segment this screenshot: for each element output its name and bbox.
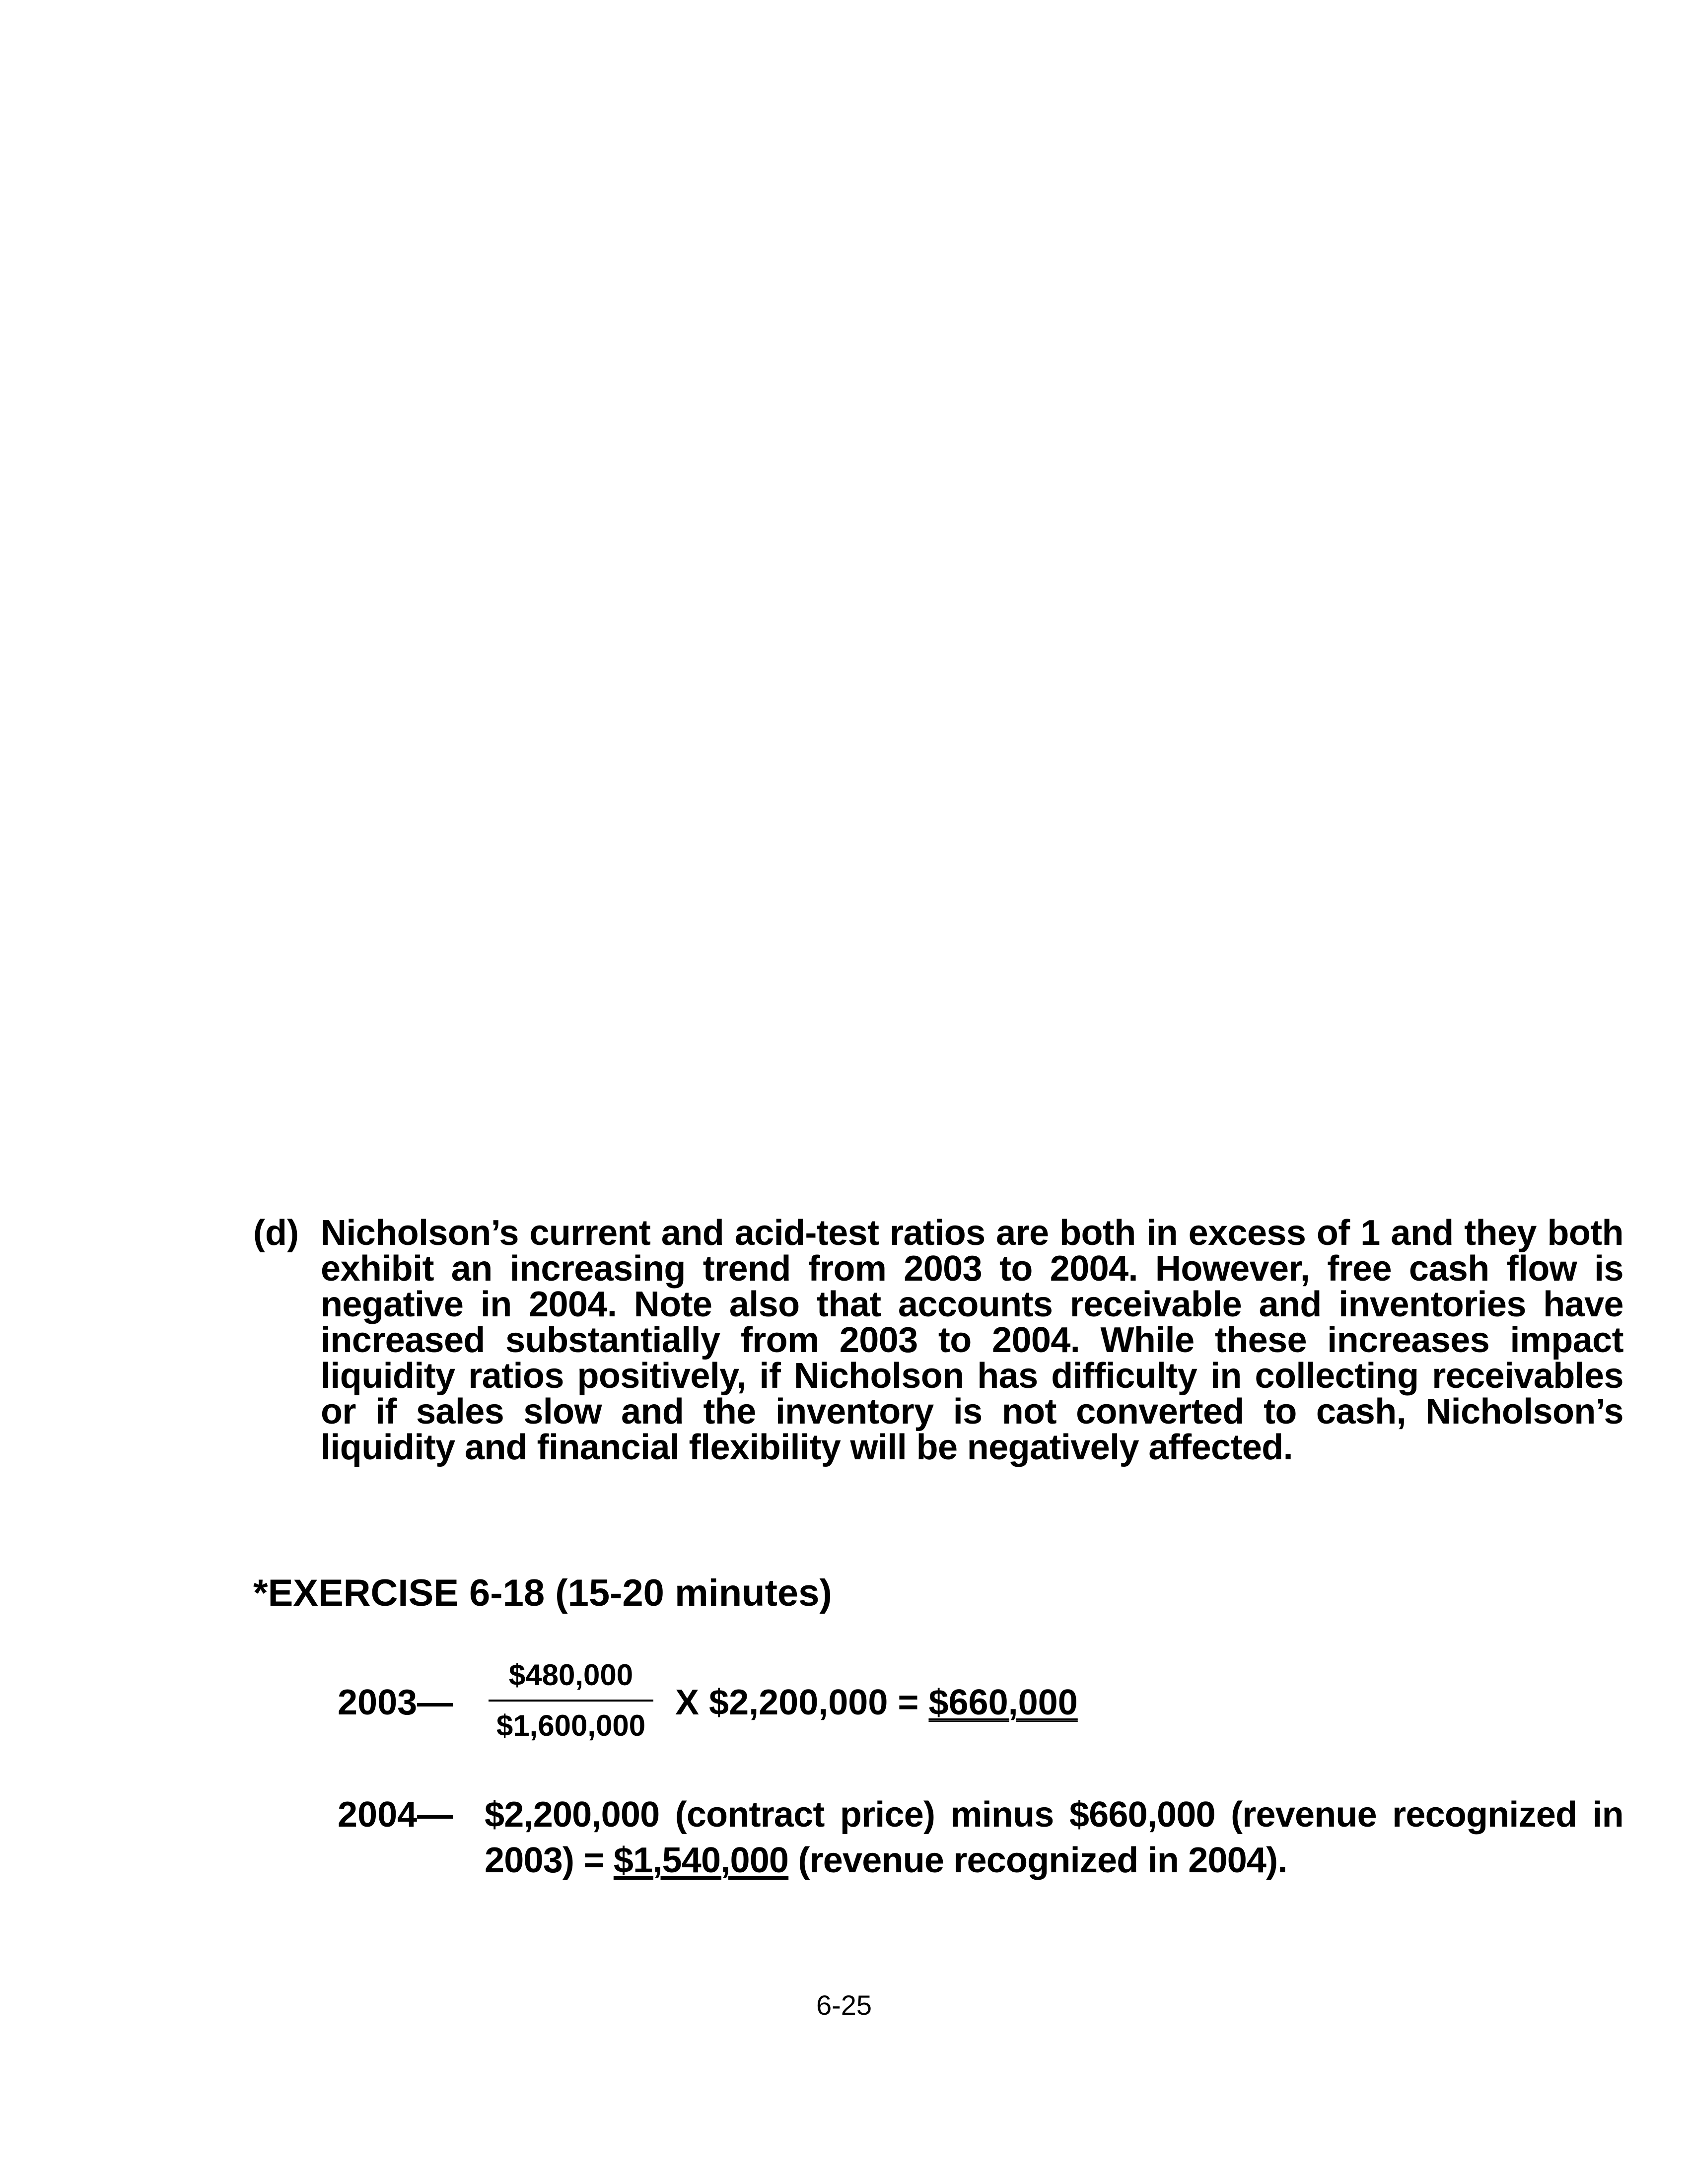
text-after-result: (revenue recognized in 2004). [798,1841,1287,1880]
result-2004: $1,540,000 [613,1841,789,1880]
fraction-numerator: $480,000 [508,1658,633,1692]
expression-2003 [675,1683,1078,1722]
page-number: 6-25 [816,1989,872,2021]
part-d-text: Nicholson’s current and acid-test ratios are both in excess of 1 and they both exhibit an increasing trend from 2003 to 2004. However, free cash flow is negative in 2004. Note also that accounts receivable and inventories have increased substantially from 2003 to 2004. While these increases impact liquidity ratios positively, if Nicholson has difficulty in collecting receivables or if sales slow and the inventory is not converted to cash, Nicholson’s liquidity and financial flexibility will be negatively affected. [321,1213,1623,1467]
fraction-denominator: $1,600,000 [496,1709,646,1742]
year-2004-label: 2004— [338,1795,453,1835]
text-before-result: $2,200,000 (contract price) minus $660,000 (revenue recognized in 2003) = [485,1795,1623,1880]
exercise-title: *EXERCISE 6-18 (15-20 minutes) [253,1572,832,1614]
calculation-2004-text [485,1792,1623,1883]
part-d-marker: (d) [253,1213,299,1253]
year-2003-label: 2003— [338,1683,453,1722]
multiplication-text: X $2,200,000 = [675,1683,919,1722]
result-2003: $660,000 [928,1683,1078,1722]
calculation-2004 [338,1792,1623,1883]
fraction [487,1658,655,1743]
part-d-paragraph [253,1215,1623,1465]
